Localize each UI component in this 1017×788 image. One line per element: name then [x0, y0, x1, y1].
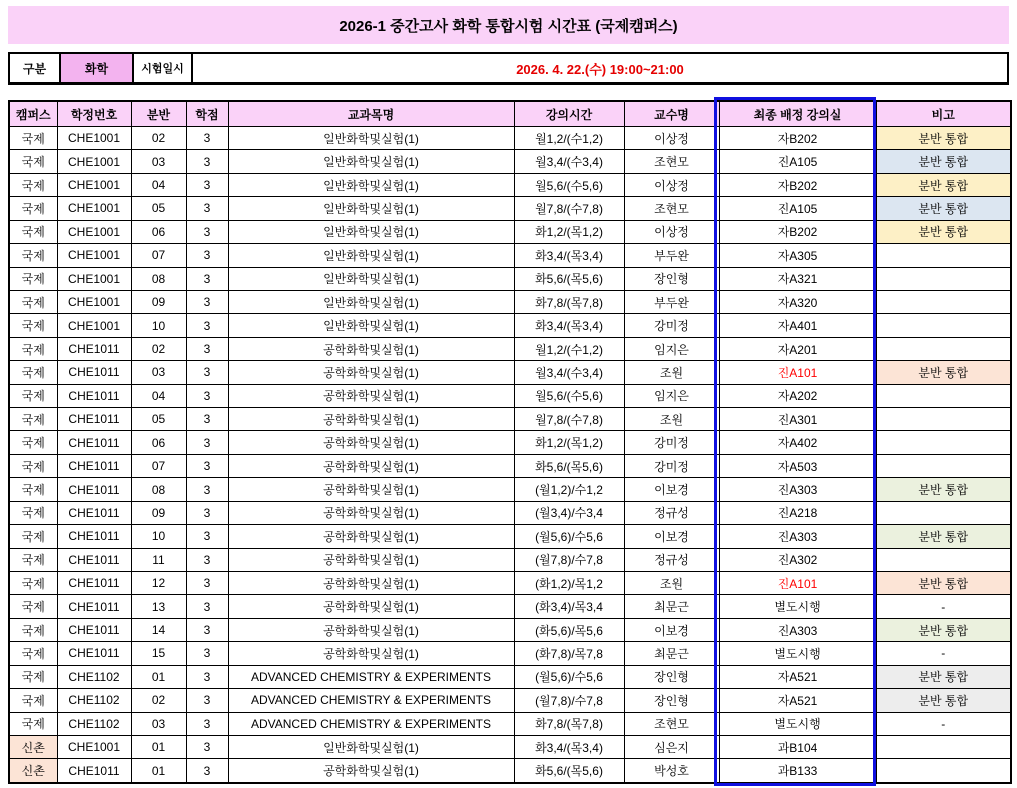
cell-code: CHE1001 [57, 290, 131, 313]
table-row [9, 525, 1011, 548]
cell-note [876, 267, 1011, 290]
cell-campus: 국제 [9, 454, 57, 477]
exam-info-table [8, 52, 1009, 85]
cell-code: CHE1011 [57, 642, 131, 665]
cell-course: ADVANCED CHEMISTRY & EXPERIMENTS [228, 689, 514, 712]
table-row [9, 478, 1011, 501]
cell-time: 월3,4/(수3,4) [514, 361, 624, 384]
cell-professor: 최문근 [624, 642, 719, 665]
cell-note: 분반 통합 [876, 525, 1011, 548]
cell-time: 화3,4/(목3,4) [514, 244, 624, 267]
cell-course: 공학화학및실험(1) [228, 361, 514, 384]
cell-time: (월3,4)/수3,4 [514, 501, 624, 524]
cell-note [876, 548, 1011, 571]
cell-course: 일반화학및실험(1) [228, 220, 514, 243]
cell-room: 자B202 [719, 173, 876, 196]
cell-section: 10 [131, 525, 186, 548]
cell-time: (월1,2)/수1,2 [514, 478, 624, 501]
cell-campus: 국제 [9, 150, 57, 173]
cell-professor: 장인형 [624, 267, 719, 290]
table-row [9, 173, 1011, 196]
cell-section: 05 [131, 408, 186, 431]
table-row [9, 220, 1011, 243]
cell-time: (월5,6)/수5,6 [514, 665, 624, 688]
cell-time: 화7,8/(목7,8) [514, 712, 624, 735]
table-row [9, 127, 1011, 150]
cell-section: 01 [131, 759, 186, 783]
cell-time: 화5,6/(목5,6) [514, 267, 624, 290]
cell-room: 진A301 [719, 408, 876, 431]
cell-note: 분반 통합 [876, 665, 1011, 688]
cell-room: 진A303 [719, 525, 876, 548]
cell-room: 자A401 [719, 314, 876, 337]
table-row [9, 712, 1011, 735]
cell-course: 공학화학및실험(1) [228, 337, 514, 360]
cell-time: 월7,8/(수7,8) [514, 197, 624, 220]
cell-professor: 조원 [624, 408, 719, 431]
cell-credits: 3 [186, 337, 228, 360]
cell-time: 화3,4/(목3,4) [514, 314, 624, 337]
cell-professor: 장인형 [624, 665, 719, 688]
table-row [9, 735, 1011, 758]
cell-credits: 3 [186, 408, 228, 431]
cell-campus: 국제 [9, 197, 57, 220]
cell-professor: 장인형 [624, 689, 719, 712]
cell-credits: 3 [186, 735, 228, 758]
cell-time: 월3,4/(수3,4) [514, 150, 624, 173]
cell-course: 일반화학및실험(1) [228, 735, 514, 758]
cell-time: 화5,6/(목5,6) [514, 759, 624, 783]
cell-code: CHE1102 [57, 689, 131, 712]
cell-campus: 신촌 [9, 735, 57, 758]
cell-time: (월7,8)/수7,8 [514, 548, 624, 571]
header-row [9, 101, 1011, 127]
cell-code: CHE1001 [57, 127, 131, 150]
cell-room: 진A105 [719, 197, 876, 220]
cell-code: CHE1001 [57, 735, 131, 758]
cell-professor: 조원 [624, 572, 719, 595]
cell-room: 진A101 [719, 361, 876, 384]
cell-campus: 국제 [9, 314, 57, 337]
cell-time: 화3,4/(목3,4) [514, 735, 624, 758]
cell-time: (월5,6)/수5,6 [514, 525, 624, 548]
cell-credits: 3 [186, 595, 228, 618]
table-row [9, 150, 1011, 173]
table-row [9, 361, 1011, 384]
cell-professor: 강미정 [624, 314, 719, 337]
cell-section: 04 [131, 173, 186, 196]
cell-room: 자A320 [719, 290, 876, 313]
cell-credits: 3 [186, 431, 228, 454]
cell-time: 월7,8/(수7,8) [514, 408, 624, 431]
table-row [9, 595, 1011, 618]
table-row [9, 431, 1011, 454]
cell-note: 분반 통합 [876, 197, 1011, 220]
cell-professor: 조원 [624, 361, 719, 384]
cell-campus: 국제 [9, 290, 57, 313]
cell-note: 분반 통합 [876, 478, 1011, 501]
table-row [9, 689, 1011, 712]
cell-course: 일반화학및실험(1) [228, 290, 514, 313]
cell-professor: 최문근 [624, 595, 719, 618]
cell-room: 자A202 [719, 384, 876, 407]
cell-section: 01 [131, 735, 186, 758]
cell-professor: 임지은 [624, 337, 719, 360]
exam-info-row [9, 53, 1008, 84]
cell-time: 월5,6/(수5,6) [514, 384, 624, 407]
cell-room: 과B133 [719, 759, 876, 783]
cell-professor: 강미정 [624, 454, 719, 477]
column-header-course: 교과목명 [228, 101, 514, 127]
cell-code: CHE1011 [57, 618, 131, 641]
cell-room: 진A101 [719, 572, 876, 595]
cell-campus: 국제 [9, 525, 57, 548]
cell-note: 분반 통합 [876, 173, 1011, 196]
cell-code: CHE1011 [57, 431, 131, 454]
column-header-campus: 캠퍼스 [9, 101, 57, 127]
cell-credits: 3 [186, 127, 228, 150]
cell-campus: 국제 [9, 384, 57, 407]
cell-room: 자A521 [719, 665, 876, 688]
cell-room: 진A218 [719, 501, 876, 524]
cell-credits: 3 [186, 618, 228, 641]
cell-credits: 3 [186, 173, 228, 196]
cell-time: (화5,6)/목5,6 [514, 618, 624, 641]
cell-code: CHE1011 [57, 478, 131, 501]
cell-note: 분반 통합 [876, 150, 1011, 173]
cell-note [876, 384, 1011, 407]
cell-code: CHE1011 [57, 501, 131, 524]
cell-credits: 3 [186, 361, 228, 384]
table-row [9, 618, 1011, 641]
cell-code: CHE1001 [57, 173, 131, 196]
cell-campus: 국제 [9, 337, 57, 360]
cell-code: CHE1001 [57, 244, 131, 267]
cell-credits: 3 [186, 712, 228, 735]
cell-professor: 정규성 [624, 501, 719, 524]
cell-code: CHE1011 [57, 572, 131, 595]
info-datetime-value: 2026. 4. 22.(수) 19:00~21:00 [192, 53, 1008, 84]
cell-code: CHE1001 [57, 267, 131, 290]
cell-section: 09 [131, 501, 186, 524]
cell-note: 분반 통합 [876, 572, 1011, 595]
cell-time: (화7,8)/목7,8 [514, 642, 624, 665]
cell-section: 06 [131, 220, 186, 243]
cell-course: 공학화학및실험(1) [228, 501, 514, 524]
cell-section: 05 [131, 197, 186, 220]
timetable-body [9, 127, 1011, 784]
table-row [9, 572, 1011, 595]
cell-campus: 국제 [9, 267, 57, 290]
cell-professor: 임지은 [624, 384, 719, 407]
cell-campus: 국제 [9, 173, 57, 196]
cell-section: 13 [131, 595, 186, 618]
cell-room: 진A303 [719, 618, 876, 641]
cell-professor: 조현모 [624, 197, 719, 220]
cell-credits: 3 [186, 759, 228, 783]
info-subject-value: 화학 [60, 53, 133, 84]
cell-code: CHE1001 [57, 220, 131, 243]
cell-section: 07 [131, 454, 186, 477]
cell-time: 화7,8/(목7,8) [514, 290, 624, 313]
table-row [9, 665, 1011, 688]
cell-room: 과B104 [719, 735, 876, 758]
column-header-credits: 학점 [186, 101, 228, 127]
cell-note: 분반 통합 [876, 220, 1011, 243]
column-header-room: 최종 배정 강의실 [719, 101, 876, 127]
cell-professor: 이보경 [624, 618, 719, 641]
cell-note [876, 431, 1011, 454]
cell-course: 일반화학및실험(1) [228, 244, 514, 267]
cell-credits: 3 [186, 501, 228, 524]
cell-campus: 국제 [9, 220, 57, 243]
cell-course: 공학화학및실험(1) [228, 595, 514, 618]
table-row [9, 267, 1011, 290]
timetable [8, 100, 1012, 784]
cell-course: 공학화학및실험(1) [228, 548, 514, 571]
cell-credits: 3 [186, 642, 228, 665]
cell-professor: 조현모 [624, 712, 719, 735]
cell-code: CHE1011 [57, 408, 131, 431]
cell-campus: 국제 [9, 618, 57, 641]
cell-code: CHE1011 [57, 759, 131, 783]
cell-section: 12 [131, 572, 186, 595]
cell-time: 화1,2/(목1,2) [514, 220, 624, 243]
cell-campus: 국제 [9, 431, 57, 454]
cell-code: CHE1011 [57, 525, 131, 548]
cell-time: (화3,4)/목3,4 [514, 595, 624, 618]
cell-professor: 부두완 [624, 244, 719, 267]
table-row [9, 548, 1011, 571]
cell-code: CHE1102 [57, 665, 131, 688]
cell-campus: 국제 [9, 548, 57, 571]
table-row [9, 454, 1011, 477]
cell-credits: 3 [186, 478, 228, 501]
cell-credits: 3 [186, 220, 228, 243]
cell-course: 일반화학및실험(1) [228, 173, 514, 196]
cell-room: 진A303 [719, 478, 876, 501]
cell-campus: 국제 [9, 361, 57, 384]
cell-credits: 3 [186, 197, 228, 220]
cell-credits: 3 [186, 290, 228, 313]
cell-note [876, 290, 1011, 313]
cell-course: 일반화학및실험(1) [228, 197, 514, 220]
cell-room: 자A321 [719, 267, 876, 290]
cell-credits: 3 [186, 267, 228, 290]
cell-code: CHE1001 [57, 197, 131, 220]
cell-time: 월5,6/(수5,6) [514, 173, 624, 196]
cell-note: 분반 통합 [876, 361, 1011, 384]
cell-course: 일반화학및실험(1) [228, 314, 514, 337]
cell-credits: 3 [186, 244, 228, 267]
cell-code: CHE1011 [57, 361, 131, 384]
cell-credits: 3 [186, 525, 228, 548]
cell-section: 07 [131, 244, 186, 267]
cell-section: 08 [131, 267, 186, 290]
table-row [9, 759, 1011, 783]
cell-campus: 국제 [9, 478, 57, 501]
cell-note: 분반 통합 [876, 127, 1011, 150]
cell-credits: 3 [186, 665, 228, 688]
cell-section: 02 [131, 127, 186, 150]
cell-section: 01 [131, 665, 186, 688]
cell-professor: 정규성 [624, 548, 719, 571]
table-row [9, 384, 1011, 407]
cell-code: CHE1011 [57, 337, 131, 360]
table-row [9, 408, 1011, 431]
cell-section: 09 [131, 290, 186, 313]
cell-professor: 이보경 [624, 525, 719, 548]
cell-credits: 3 [186, 384, 228, 407]
cell-campus: 국제 [9, 595, 57, 618]
cell-course: 공학화학및실험(1) [228, 759, 514, 783]
cell-code: CHE1011 [57, 595, 131, 618]
cell-credits: 3 [186, 150, 228, 173]
cell-section: 08 [131, 478, 186, 501]
cell-code: CHE1001 [57, 314, 131, 337]
cell-note [876, 314, 1011, 337]
cell-course: ADVANCED CHEMISTRY & EXPERIMENTS [228, 712, 514, 735]
cell-course: 공학화학및실험(1) [228, 384, 514, 407]
cell-code: CHE1102 [57, 712, 131, 735]
column-header-time: 강의시간 [514, 101, 624, 127]
cell-campus: 국제 [9, 244, 57, 267]
cell-credits: 3 [186, 548, 228, 571]
cell-room: 자A503 [719, 454, 876, 477]
cell-professor: 부두완 [624, 290, 719, 313]
cell-section: 03 [131, 150, 186, 173]
cell-campus: 국제 [9, 408, 57, 431]
cell-course: 일반화학및실험(1) [228, 267, 514, 290]
cell-section: 15 [131, 642, 186, 665]
column-header-note: 비고 [876, 101, 1011, 127]
cell-professor: 이보경 [624, 478, 719, 501]
cell-campus: 국제 [9, 665, 57, 688]
table-row [9, 314, 1011, 337]
cell-note: - [876, 595, 1011, 618]
table-row [9, 197, 1011, 220]
cell-code: CHE1011 [57, 548, 131, 571]
cell-campus: 국제 [9, 712, 57, 735]
info-datetime-label: 시험일시 [133, 53, 192, 84]
cell-credits: 3 [186, 454, 228, 477]
cell-section: 02 [131, 689, 186, 712]
page-title: 2026-1 중간고사 화학 통합시험 시간표 (국제캠퍼스) [8, 6, 1009, 44]
cell-note [876, 337, 1011, 360]
cell-room: 진A302 [719, 548, 876, 571]
cell-credits: 3 [186, 572, 228, 595]
cell-course: 공학화학및실험(1) [228, 408, 514, 431]
cell-professor: 이상정 [624, 127, 719, 150]
cell-credits: 3 [186, 689, 228, 712]
cell-code: CHE1011 [57, 454, 131, 477]
cell-course: 공학화학및실험(1) [228, 454, 514, 477]
cell-course: ADVANCED CHEMISTRY & EXPERIMENTS [228, 665, 514, 688]
cell-time: 화1,2/(목1,2) [514, 431, 624, 454]
cell-room: 별도시행 [719, 642, 876, 665]
cell-note [876, 501, 1011, 524]
cell-note [876, 244, 1011, 267]
cell-course: 공학화학및실험(1) [228, 525, 514, 548]
cell-time: (월7,8)/수7,8 [514, 689, 624, 712]
cell-note: - [876, 712, 1011, 735]
cell-professor: 강미정 [624, 431, 719, 454]
cell-room: 자A521 [719, 689, 876, 712]
cell-note: 분반 통합 [876, 689, 1011, 712]
cell-course: 공학화학및실험(1) [228, 572, 514, 595]
cell-time: (화1,2)/목1,2 [514, 572, 624, 595]
cell-course: 공학화학및실험(1) [228, 642, 514, 665]
table-row [9, 337, 1011, 360]
column-header-professor: 교수명 [624, 101, 719, 127]
cell-section: 10 [131, 314, 186, 337]
cell-campus: 국제 [9, 501, 57, 524]
cell-time: 월1,2/(수1,2) [514, 127, 624, 150]
cell-professor: 박성호 [624, 759, 719, 783]
cell-note [876, 759, 1011, 783]
cell-note [876, 735, 1011, 758]
cell-note: - [876, 642, 1011, 665]
cell-professor: 심은지 [624, 735, 719, 758]
cell-room: 자A201 [719, 337, 876, 360]
cell-section: 04 [131, 384, 186, 407]
cell-room: 별도시행 [719, 712, 876, 735]
cell-room: 별도시행 [719, 595, 876, 618]
cell-section: 06 [131, 431, 186, 454]
info-type-label: 구분 [9, 53, 60, 84]
table-row [9, 290, 1011, 313]
cell-time: 화5,6/(목5,6) [514, 454, 624, 477]
cell-campus: 국제 [9, 689, 57, 712]
cell-campus: 신촌 [9, 759, 57, 783]
cell-course: 공학화학및실험(1) [228, 618, 514, 641]
cell-room: 자B202 [719, 127, 876, 150]
cell-professor: 이상정 [624, 220, 719, 243]
cell-room: 자A305 [719, 244, 876, 267]
cell-section: 02 [131, 337, 186, 360]
column-header-section: 분반 [131, 101, 186, 127]
table-row [9, 244, 1011, 267]
cell-credits: 3 [186, 314, 228, 337]
cell-room: 자B202 [719, 220, 876, 243]
cell-campus: 국제 [9, 642, 57, 665]
cell-campus: 국제 [9, 572, 57, 595]
cell-time: 월1,2/(수1,2) [514, 337, 624, 360]
table-row [9, 501, 1011, 524]
column-header-code: 학정번호 [57, 101, 131, 127]
cell-code: CHE1011 [57, 384, 131, 407]
cell-course: 일반화학및실험(1) [228, 150, 514, 173]
cell-note: 분반 통합 [876, 618, 1011, 641]
table-row [9, 642, 1011, 665]
cell-professor: 조현모 [624, 150, 719, 173]
cell-room: 자A402 [719, 431, 876, 454]
cell-course: 공학화학및실험(1) [228, 478, 514, 501]
cell-course: 일반화학및실험(1) [228, 127, 514, 150]
cell-code: CHE1001 [57, 150, 131, 173]
cell-campus: 국제 [9, 127, 57, 150]
cell-note [876, 408, 1011, 431]
cell-section: 11 [131, 548, 186, 571]
cell-section: 03 [131, 712, 186, 735]
cell-course: 공학화학및실험(1) [228, 431, 514, 454]
cell-note [876, 454, 1011, 477]
cell-professor: 이상정 [624, 173, 719, 196]
cell-section: 14 [131, 618, 186, 641]
cell-section: 03 [131, 361, 186, 384]
cell-room: 진A105 [719, 150, 876, 173]
